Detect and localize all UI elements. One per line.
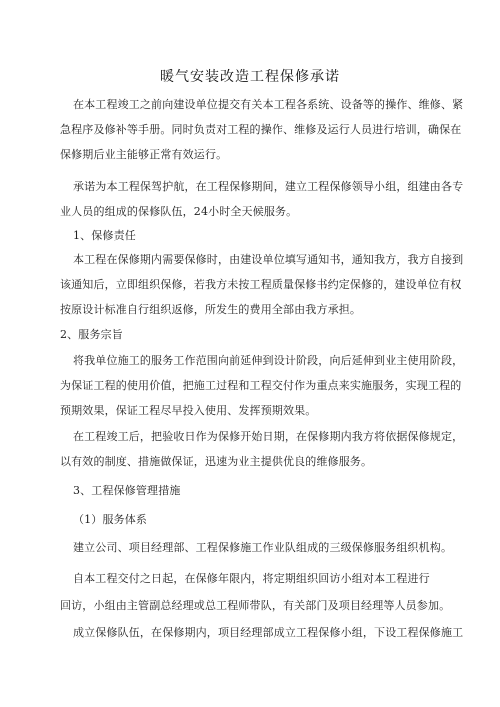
paragraph-line: 在本工程竣工之前向建设单位提交有关本工程各系统、设备等的操作、维修、紧 (73, 98, 464, 111)
paragraph-line: 建立公司、项目经理部、工程保修施工作业队组成的三级保修服务组织机构。 (73, 541, 453, 554)
paragraph-line: 该通知后，立即组织保修，若我方未按工程质量保修书约定保修的，建设单位有权 (60, 278, 462, 291)
paragraph-line: 自本工程交付之日起，在保修年限内，将定期组织回访小组对本工程进行 (73, 572, 430, 585)
paragraph-line: 预期效果，保证工程尽早投入使用、发挥预期效果。 (60, 404, 317, 417)
document-title: 暖气安装改造工程保修承诺 (160, 69, 340, 85)
paragraph-line: 成立保修队伍，在保修期内，项目经理部成立工程保修小组，下设工程保修施工 (73, 626, 464, 639)
paragraph-line: 保修期后业主能够正常有效运行。 (60, 148, 228, 161)
paragraph-line: 本工程在保修期内需要保修时，由建设单位填写通知书，通知我方，我方自接到 (73, 253, 464, 266)
paragraph-line: 回访，小组由主管副总经理或总工程师带队，有关部门及项目经理等人员参加。 (60, 599, 451, 612)
section-heading: 1、保修责任 (73, 229, 136, 242)
paragraph-line: 承诺为本工程保驾护航，在工程保修期间，建立工程保修领导小组，组建由各专 (73, 180, 464, 193)
paragraph-line: 为保证工程的使用价值，把施工过程和工程交付作为重点来实施服务，实现工程的 (60, 379, 462, 392)
section-heading: 3、工程保修管理措施 (73, 484, 181, 497)
paragraph-line: 在工程竣工后，把验收日作为保修开始日期，在保修期内我方将依据保修规定， (73, 430, 464, 443)
paragraph-line: 以有效的制度、措施做保证，迅速为业主提供优良的维修服务。 (60, 455, 373, 468)
section-heading: 2、服务宗旨 (60, 328, 123, 341)
paragraph-line: 按原设计标准自行组织返修，所发生的费用全部由我方承担。 (60, 303, 362, 316)
paragraph-line: 将我单位施工的服务工作范围向前延伸到设计阶段，向后延伸到业主使用阶段， (73, 354, 464, 367)
paragraph-line: 业人员的组成的保修队伍，24小时全天候服务。 (60, 205, 298, 218)
subsection-heading: （1）服务体系 (73, 513, 148, 526)
paragraph-line: 急程序及修补等手册。同时负责对工程的操作、维修及运行人员进行培训，确保在 (60, 123, 462, 136)
